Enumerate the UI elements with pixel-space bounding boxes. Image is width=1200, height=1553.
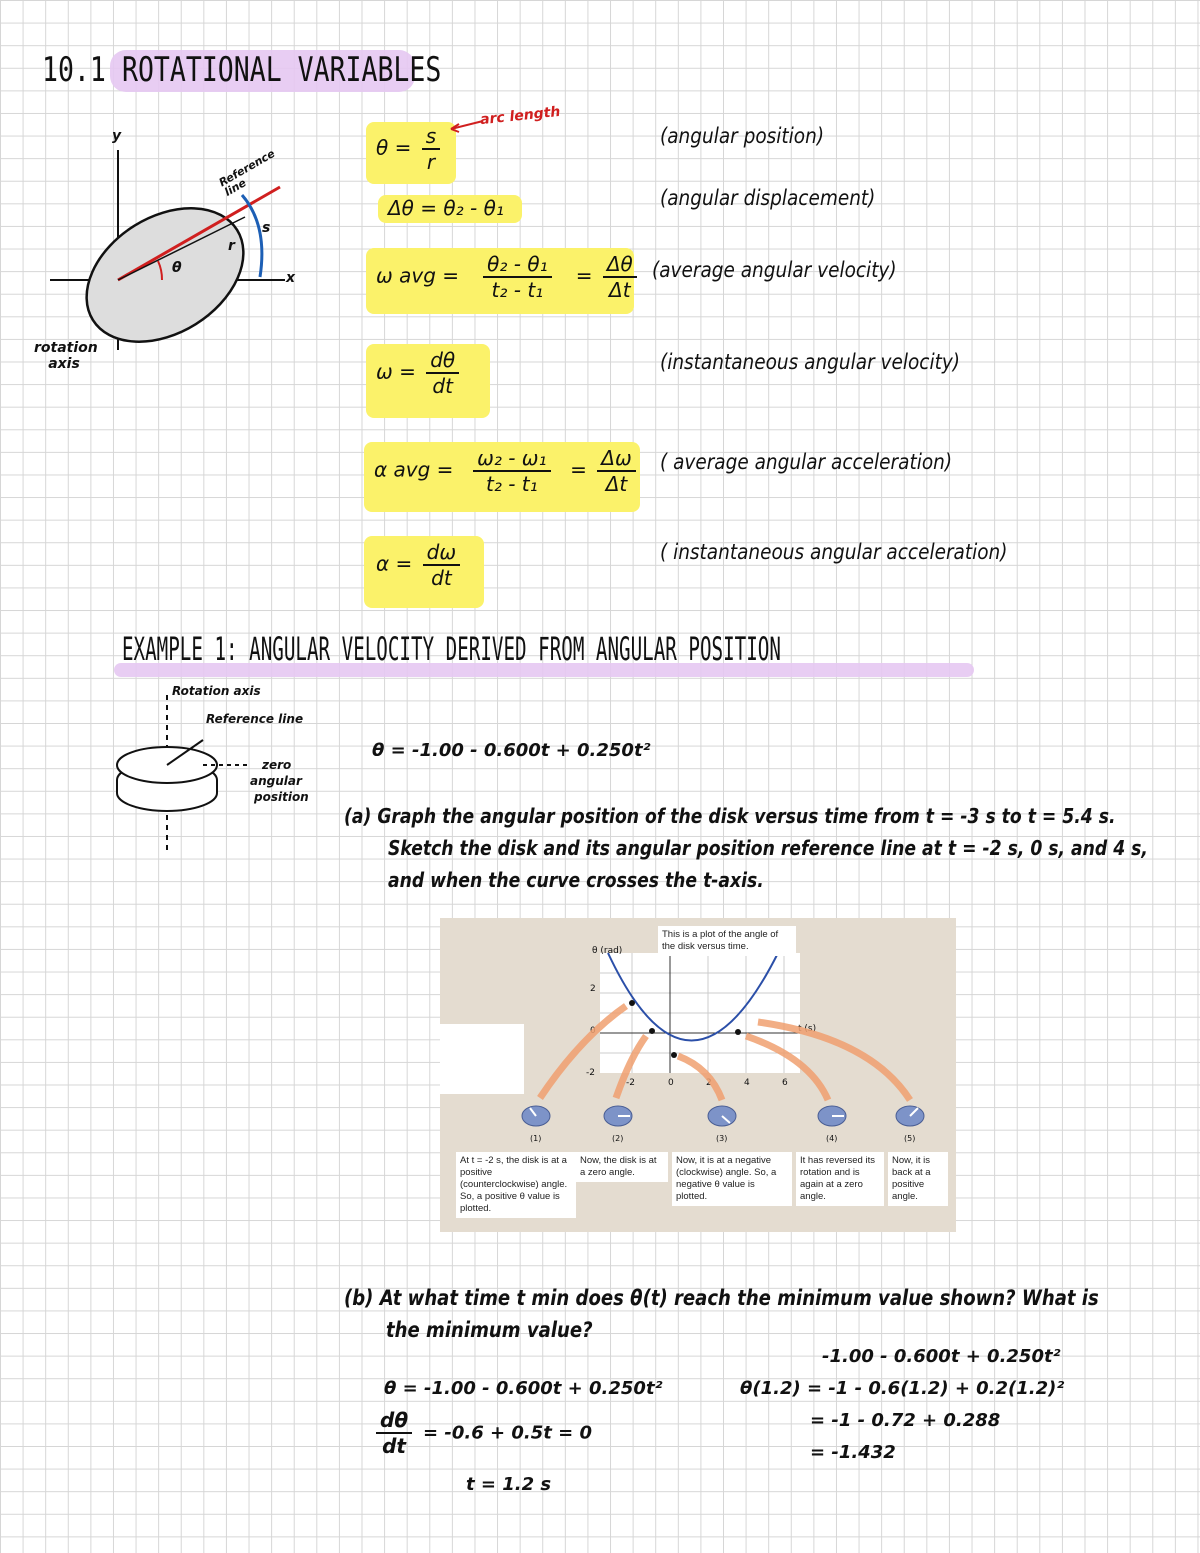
work-right-line3: = -1.432 <box>810 1442 896 1463</box>
disk-number-2: (2) <box>612 1134 624 1143</box>
disk-rotation-axis-label: Rotation axis <box>172 684 261 698</box>
desc-average-angular-velocity: (average angular velocity) <box>652 258 897 282</box>
desc-average-angular-acceleration: ( average angular acceleration) <box>660 450 953 474</box>
section-number: 10.1 <box>42 50 106 90</box>
arc-length-annotation: arc length <box>479 103 562 129</box>
work-right-line0: -1.00 - 0.600t + 0.250t² <box>822 1346 1061 1367</box>
r-label: r <box>228 238 235 254</box>
part-b-line-2: the minimum value? <box>386 1318 593 1342</box>
y-tick-2: 2 <box>590 984 596 994</box>
disk-reference-line-label: Reference line <box>206 712 304 726</box>
disk-angular-label: angular <box>250 774 302 788</box>
x-tick-2: 2 <box>706 1078 712 1088</box>
x-axis-label: x <box>286 270 296 286</box>
part-a-line-3: and when the curve crosses the t-axis. <box>388 868 764 892</box>
eq-angular-position: θ = $\frac{s}{r}$ <box>376 124 444 174</box>
desc-instantaneous-angular-velocity: (instantaneous angular velocity) <box>660 350 960 374</box>
work-left-equation: θ = -1.00 - 0.600t + 0.250t² <box>384 1378 663 1399</box>
plot-y-axis-label: θ (rad) <box>592 946 623 956</box>
eq-average-angular-velocity: ω avg = $\frac{\text{θ₂ - θ₁}}{\text{t₂ - t₁}}$ = $\frac{\Delta\theta}{\Delta t}$ <box>376 252 641 302</box>
x-tick-neg2: -2 <box>626 1078 635 1088</box>
disk-number-1: (1) <box>530 1134 542 1143</box>
disk-number-5: (5) <box>904 1134 916 1143</box>
work-right-line1: θ(1.2) = -1 - 0.6(1.2) + 0.2(1.2)² <box>740 1378 1065 1399</box>
example-equation: θ = -1.00 - 0.600t + 0.250t² <box>372 740 651 761</box>
eq-average-angular-acceleration: α avg = $\frac{\text{ω₂ - ω₁}}{\text{t₂ - t₁}}$ = $\frac{\Delta\omega}{\Delta t}$ <box>374 446 640 496</box>
y-tick-neg2: -2 <box>586 1068 595 1078</box>
part-a-line-1: (a) Graph the angular position of the disk versus time from t = -3 s to t = 5.4 s. <box>344 804 1116 828</box>
desc-angular-position: (angular position) <box>660 124 825 148</box>
disk-zero-label: zero <box>262 758 292 772</box>
x-tick-0: 0 <box>668 1078 674 1088</box>
work-left-derivative: $\frac{d\theta}{dt}$ = -0.6 + 0.5t = 0 <box>372 1408 592 1458</box>
caption-2: Now, the disk is at a zero angle. <box>576 1152 668 1182</box>
caption-5: Now, it is back at a positive angle. <box>888 1152 948 1206</box>
s-label: s <box>262 220 271 236</box>
figure-mask <box>440 1024 524 1094</box>
caption-4: It has reversed its rotation and is again at a zero angle. <box>796 1152 884 1206</box>
work-left-result: t = 1.2 s <box>466 1474 552 1495</box>
caption-3: Now, it is at a negative (clockwise) angle. So, a negative θ value is plotted. <box>672 1152 792 1206</box>
work-right-line2: = -1 - 0.72 + 0.288 <box>810 1410 1001 1431</box>
y-axis-label: y <box>112 128 122 144</box>
x-tick-4: 4 <box>744 1078 750 1088</box>
y-tick-0: 0 <box>590 1026 596 1036</box>
rotation-axis-label: rotation axis <box>34 340 98 372</box>
plot-callout: This is a plot of the angle of the disk versus time. <box>658 926 796 956</box>
eq-angular-displacement: Δθ = θ₂ - θ₁ <box>388 196 504 220</box>
disk-number-3: (3) <box>716 1134 728 1143</box>
desc-instantaneous-angular-acceleration: ( instantaneous angular acceleration) <box>660 540 1008 564</box>
disk-position-label: position <box>254 790 309 804</box>
section-title: ROTATIONAL VARIABLES <box>122 50 442 90</box>
plot-x-axis-label: t (s) <box>798 1024 817 1034</box>
part-b-line-1: (b) At what time t min does θ(t) reach the minimum value shown? What is <box>344 1286 1099 1310</box>
eq-instantaneous-angular-acceleration: α = $\frac{d\omega}{dt}$ <box>376 540 464 590</box>
disk-number-4: (4) <box>826 1134 838 1143</box>
caption-1: At t = -2 s, the disk is at a positive (counterclockwise) angle. So, a positive θ value is plotted. <box>456 1152 576 1218</box>
part-a-line-2: Sketch the disk and its angular position reference line at t = -2 s, 0 s, and 4 s, <box>388 836 1148 860</box>
x-tick-6: 6 <box>782 1078 788 1088</box>
theta-label: θ <box>172 260 182 276</box>
reference-line-label: Reference line <box>216 146 278 199</box>
eq-instantaneous-angular-velocity: ω = $\frac{d\theta}{dt}$ <box>376 348 463 398</box>
desc-angular-displacement: (angular displacement) <box>660 186 876 210</box>
example-title: EXAMPLE 1: ANGULAR VELOCITY DERIVED FROM ANGULAR POSITION <box>122 630 781 668</box>
